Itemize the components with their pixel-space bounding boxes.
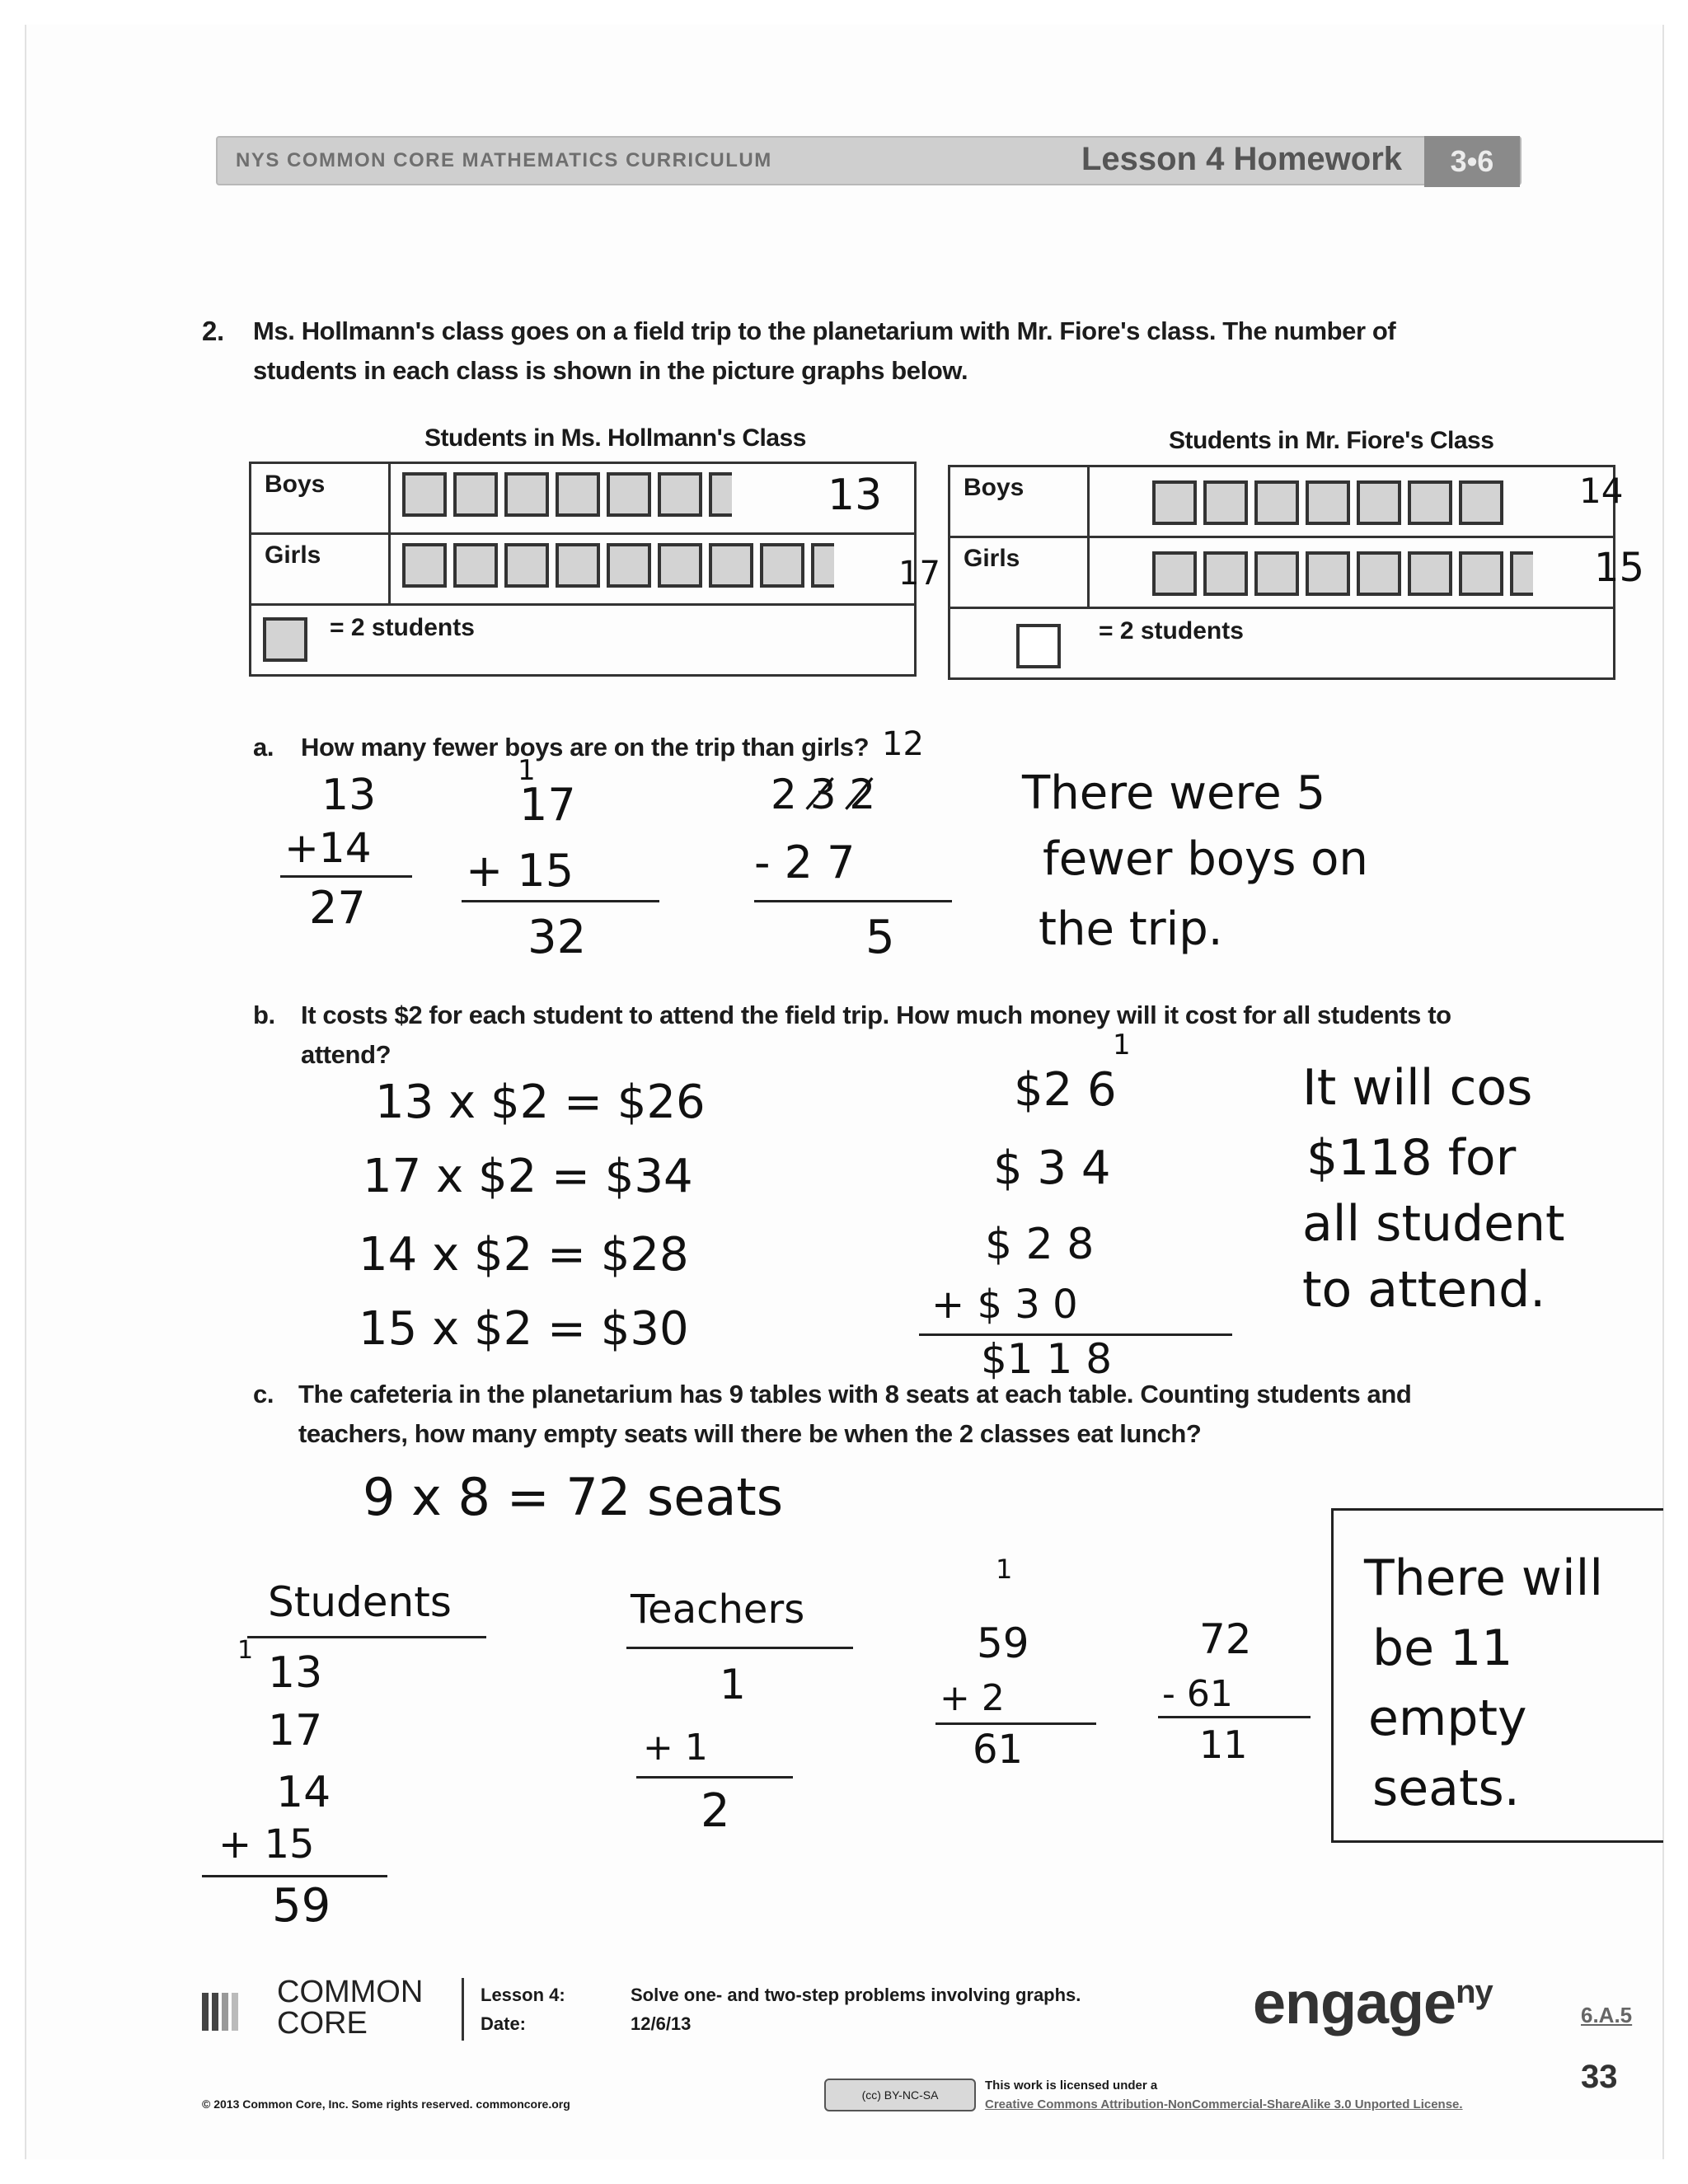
common-core-wordmark	[277, 1976, 423, 2039]
part-a-minuend: 2 3̸ 2̸	[771, 771, 876, 818]
fiore-key	[950, 608, 1615, 679]
part-b-addend: $ 2 8	[985, 1220, 1095, 1269]
part-c-question-line1: The cafeteria in the planetarium has 9 tables with 8 seats at each table. Counting students and	[298, 1380, 1412, 1408]
engage-ny-sup: ny	[1456, 1974, 1493, 2010]
hollmann-picture-graph	[249, 462, 940, 677]
part-b-addend: $ 3 4	[993, 1141, 1111, 1195]
part-b-question-line1: It costs $2 for each student to attend the field trip. How much money will it cost for all students to	[301, 1001, 1451, 1029]
part-a-answer: fewer boys on	[1043, 832, 1368, 886]
footer-lesson-label: Lesson 4:	[481, 1985, 565, 2005]
part-c-question-line2: teachers, how many empty seats will there be when the 2 classes eat lunch?	[298, 1419, 1202, 1448]
students-addend: + 15	[218, 1821, 315, 1868]
teachers-addend: + 1	[643, 1727, 708, 1769]
sum-line	[202, 1875, 387, 1877]
fiore-key-text: = 2 students	[1099, 617, 1244, 644]
part-a-addend: + 15	[466, 845, 574, 897]
footer-divider	[462, 1978, 464, 2041]
hollmann-boys-label: Boys	[251, 463, 390, 534]
part-a-difference: 5	[865, 911, 895, 964]
teachers-sum: 2	[701, 1784, 730, 1838]
hollmann-graph-title: Students in Ms. Hollmann's Class	[424, 424, 806, 452]
curriculum-name: NYS COMMON CORE MATHEMATICS CURRICULUM	[236, 149, 772, 171]
part-b-answer: all student	[1302, 1195, 1565, 1253]
teachers-addend: 1	[720, 1661, 746, 1708]
fiore-picture-graph	[948, 465, 1645, 680]
key-square-icon	[1016, 624, 1061, 668]
part-c-minuend: 72	[1199, 1615, 1252, 1663]
part-c-subtrahend: - 61	[1162, 1673, 1233, 1715]
problem-text-line2: students in each class is shown in the picture graphs below.	[253, 356, 968, 385]
engage-ny-logo	[1253, 1970, 1493, 2037]
part-a-carry: 1	[518, 754, 536, 787]
part-a-question: How many fewer boys are on the trip than girls?	[301, 733, 870, 762]
part-a-answer: There were 5	[1022, 766, 1326, 820]
page-number: 33	[1581, 2059, 1618, 2095]
fiore-girls-total: 15	[1594, 545, 1645, 591]
part-b-answer: to attend.	[1302, 1261, 1546, 1319]
hollmann-key-text: = 2 students	[330, 614, 475, 641]
difference-line	[754, 900, 952, 902]
students-addend: 13	[268, 1648, 323, 1698]
header-underline	[247, 1636, 486, 1638]
footer-copyright: © 2013 Common Core, Inc. Some rights reserved. commoncore.org	[202, 2097, 570, 2111]
students-carry: 1	[237, 1636, 254, 1665]
teachers-header: Teachers	[631, 1586, 805, 1633]
footer-date-label: Date:	[481, 2013, 527, 2034]
part-b-equation: 17 x $2 = $34	[363, 1150, 693, 1203]
students-header: Students	[268, 1578, 452, 1626]
license-line1: This work is licensed under a	[985, 2079, 1158, 2093]
hollmann-boys-total: 13	[828, 471, 883, 520]
sum-line	[636, 1776, 793, 1779]
part-a-carry: 12	[882, 725, 924, 763]
part-b-question-line2: attend?	[301, 1040, 392, 1069]
problem-number: 2.	[202, 316, 224, 346]
license-link[interactable]: Creative Commons Attribution-NonCommercial-ShareAlike 3.0 Unported License.	[985, 2097, 1463, 2111]
part-c-answer: There will	[1364, 1549, 1604, 1607]
header-underline	[626, 1647, 853, 1649]
part-a-addend: +14	[284, 824, 372, 872]
part-b-sum: $1 1 8	[981, 1335, 1113, 1383]
part-a-label: a.	[253, 733, 274, 762]
hollmann-girls-row	[390, 534, 940, 605]
part-c-addend: + 2	[940, 1677, 1005, 1719]
footer-lesson-desc: Solve one- and two-step problems involving graphs.	[631, 1985, 1081, 2005]
grade-module-badge: 3•6	[1424, 136, 1520, 187]
students-addend: 17	[268, 1706, 323, 1755]
common-core-logo-icon	[202, 1993, 241, 2035]
part-a-sum: 32	[528, 911, 587, 964]
part-b-answer: It will cos	[1302, 1059, 1533, 1117]
footer-date-value: 12/6/13	[631, 2013, 692, 2034]
part-c-carry: 1	[996, 1554, 1013, 1585]
part-b-label: b.	[253, 1001, 275, 1029]
students-sum: 59	[272, 1879, 331, 1933]
fiore-boys-label: Boys	[950, 466, 1089, 537]
students-addend: 14	[276, 1768, 331, 1817]
hollmann-girls-label: Girls	[251, 534, 390, 605]
part-b-addend: $2 6	[1014, 1063, 1117, 1117]
part-c-sum: 61	[973, 1727, 1024, 1773]
lesson-title: Lesson 4 Homework	[1081, 141, 1403, 177]
fiore-girls-label: Girls	[950, 537, 1089, 608]
part-a-addend: 13	[321, 771, 377, 820]
part-b-equation: 13 x $2 = $26	[375, 1076, 706, 1129]
logo-line2: CORE	[277, 2006, 368, 2041]
part-b-addend: + $ 3 0	[931, 1282, 1078, 1328]
part-c-answer: seats.	[1372, 1760, 1520, 1817]
part-c-answer: be 11	[1372, 1619, 1513, 1677]
part-b-equation: 14 x $2 = $28	[359, 1228, 689, 1282]
part-c-answer: empty	[1368, 1690, 1527, 1747]
part-c-difference: 11	[1199, 1722, 1248, 1767]
hollmann-boys-row	[390, 463, 916, 534]
fiore-graph-title: Students in Mr. Fiore's Class	[1169, 427, 1494, 454]
fiore-boys-total: 14	[1579, 471, 1624, 511]
logo-line1: COMMON	[277, 1975, 424, 2009]
hollmann-key	[251, 605, 916, 676]
hollmann-girls-total: 17	[898, 555, 940, 593]
engage-word: engage	[1253, 1971, 1456, 2036]
part-c-seats-equation: 9 x 8 = 72 seats	[363, 1467, 784, 1527]
sum-line	[462, 900, 659, 902]
part-c-label: c.	[253, 1380, 274, 1408]
cc-license-badge-icon: (cc) BY-NC-SA	[824, 2079, 976, 2111]
part-c-addend: 59	[977, 1619, 1029, 1667]
part-b-answer: $118 for	[1306, 1129, 1517, 1187]
fiore-boys-row	[1089, 466, 1624, 537]
sum-line	[935, 1722, 1096, 1725]
part-a-sum: 27	[309, 882, 366, 934]
footer-standard-code: 6.A.5	[1581, 2003, 1633, 2027]
sum-line	[280, 875, 412, 878]
part-a-addend: 17	[519, 779, 576, 831]
part-a-subtrahend: - 2 7	[754, 837, 856, 888]
key-square-icon	[263, 617, 307, 662]
part-a-answer: the trip.	[1039, 902, 1223, 956]
problem-text-line1: Ms. Hollmann's class goes on a field trip to the planetarium with Mr. Fiore's class. The number of	[253, 316, 1396, 345]
difference-line	[1158, 1716, 1311, 1718]
curriculum-header	[216, 136, 1522, 185]
part-b-equation: 15 x $2 = $30	[359, 1302, 689, 1356]
fiore-girls-row	[1089, 537, 1645, 608]
part-b-carry: 1	[1113, 1029, 1131, 1062]
